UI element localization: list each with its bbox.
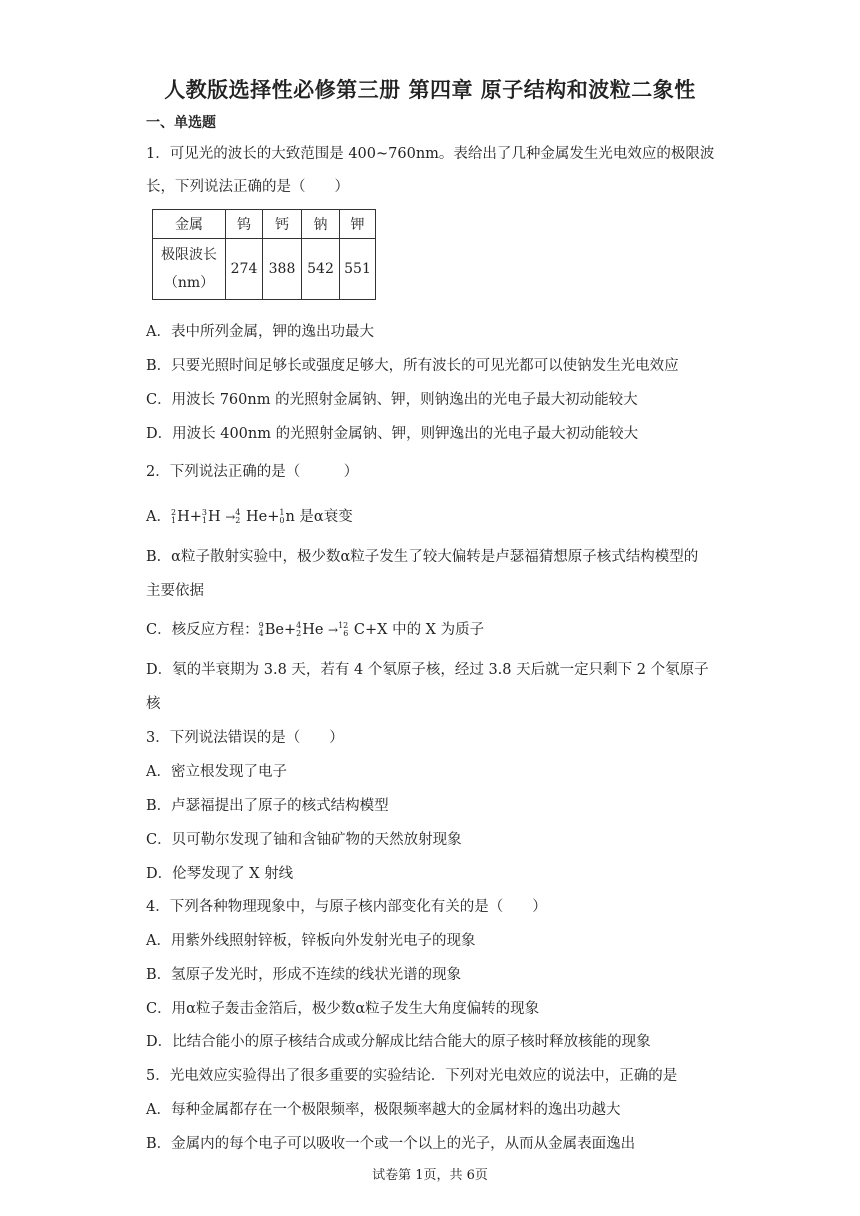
table-header-cell: 钙 — [263, 210, 302, 239]
q3-option-d: D．伦琴发现了 X 射线 — [146, 866, 294, 882]
table-cell: 542 — [302, 239, 340, 300]
row-label-line1: 极限波长 — [161, 247, 217, 263]
table-cell: 274 — [226, 239, 263, 300]
q5-option-a: A．每种金属都存在一个极限频率，极限频率越大的金属材料的逸出功越大 — [146, 1102, 621, 1118]
page-title: 人教版选择性必修第三册 第四章 原子结构和波粒二象性 — [164, 78, 696, 102]
q1-option-b: B．只要光照时间足够长或强度足够大，所有波长的可见光都可以使钠发生光电效应 — [146, 358, 679, 374]
row-label-line2: （nm） — [163, 275, 215, 291]
q1-stem-line1: 1．可见光的波长的大致范围是 400~760nm。表给出了几种金属发生光电效应的极限波 — [146, 146, 715, 162]
q3-option-a: A．密立根发现了电子 — [146, 764, 287, 780]
q2-option-d-line1: D．氡的半衰期为 3.8 天，若有 4 个氡原子核，经过 3.8 天后就一定只剩下 2 个氡原子 — [146, 662, 709, 678]
q2-option-b-line2: 主要依据 — [146, 583, 204, 599]
q1-option-d: D．用波长 400nm 的光照射金属钠、钾，则钾逸出的光电子最大初动能较大 — [146, 426, 639, 442]
q5-option-b: B．金属内的每个电子可以吸收一个或一个以上的光子，从而从金属表面逸出 — [146, 1136, 636, 1152]
q2-option-c-prefix: C．核反应方程： — [146, 622, 259, 638]
table-row — [153, 239, 376, 300]
table-header-cell: 钾 — [340, 210, 376, 239]
table-header-cell: 钨 — [226, 210, 263, 239]
table-header-row — [153, 210, 376, 239]
q5-stem: 5．光电效应实验得出了很多重要的实验结论．下列对光电效应的说法中，正确的是 — [146, 1068, 678, 1084]
wavelength-table — [152, 209, 376, 300]
table-cell: 551 — [340, 239, 376, 300]
q3-option-b: B．卢瑟福提出了原子的核式结构模型 — [146, 798, 389, 814]
table-header-cell: 金属 — [153, 210, 226, 239]
q4-option-d: D．比结合能小的原子核结合成或分解成比结合能大的原子核时释放核能的现象 — [146, 1034, 651, 1050]
q1-option-a: A．表中所列金属，钾的逸出功最大 — [146, 324, 374, 340]
q4-option-a: A．用紫外线照射锌板，锌板向外发射光电子的现象 — [146, 933, 476, 949]
q2-option-a-suffix: 是α衰变 — [294, 509, 353, 525]
q2-stem: 2．下列说法正确的是（ ） — [146, 464, 359, 480]
q1-option-c: C．用波长 760nm 的光照射金属钠、钾，则钠逸出的光电子最大初动能较大 — [146, 392, 638, 408]
q2-option-c-suffix: C+X 中的 X 为质子 — [349, 622, 485, 638]
section-heading: 一、单选题 — [146, 115, 216, 131]
q1-stem-line2: 长，下列说法正确的是（ ） — [146, 179, 349, 195]
q3-stem: 3．下列说法错误的是（ ） — [146, 730, 344, 746]
q3-option-c: C．贝可勒尔发现了铀和含铀矿物的天然放射现象 — [146, 832, 462, 848]
q2-option-a-prefix: A． — [146, 509, 171, 525]
table-row-label — [153, 239, 226, 300]
table-header-cell: 钠 — [302, 210, 340, 239]
q2-option-b-line1: B．α粒子散射实验中，极少数α粒子发生了较大偏转是卢瑟福猜想原子核式结构模型的 — [146, 549, 699, 565]
q4-option-c: C．用α粒子轰击金箔后，极少数α粒子发生大角度偏转的现象 — [146, 1001, 540, 1017]
table-cell: 388 — [263, 239, 302, 300]
q2-option-a: A． 2 1 H+ 3 1 H → 4 2 He+ 1 0 n 是α衰变 — [146, 508, 353, 525]
q2-option-c: C．核反应方程： 9 4 Be+ 4 2 He → 12 6 C+X 中的 X 为质子 — [146, 621, 485, 638]
q4-stem: 4．下列各种物理现象中，与原子核内部变化有关的是（ ） — [146, 899, 547, 915]
q2-option-d-line2: 核 — [146, 696, 161, 712]
page-footer: 试卷第 1页，共 6页 — [372, 1168, 488, 1183]
q4-option-b: B．氢原子发光时，形成不连续的线状光谱的现象 — [146, 967, 462, 983]
